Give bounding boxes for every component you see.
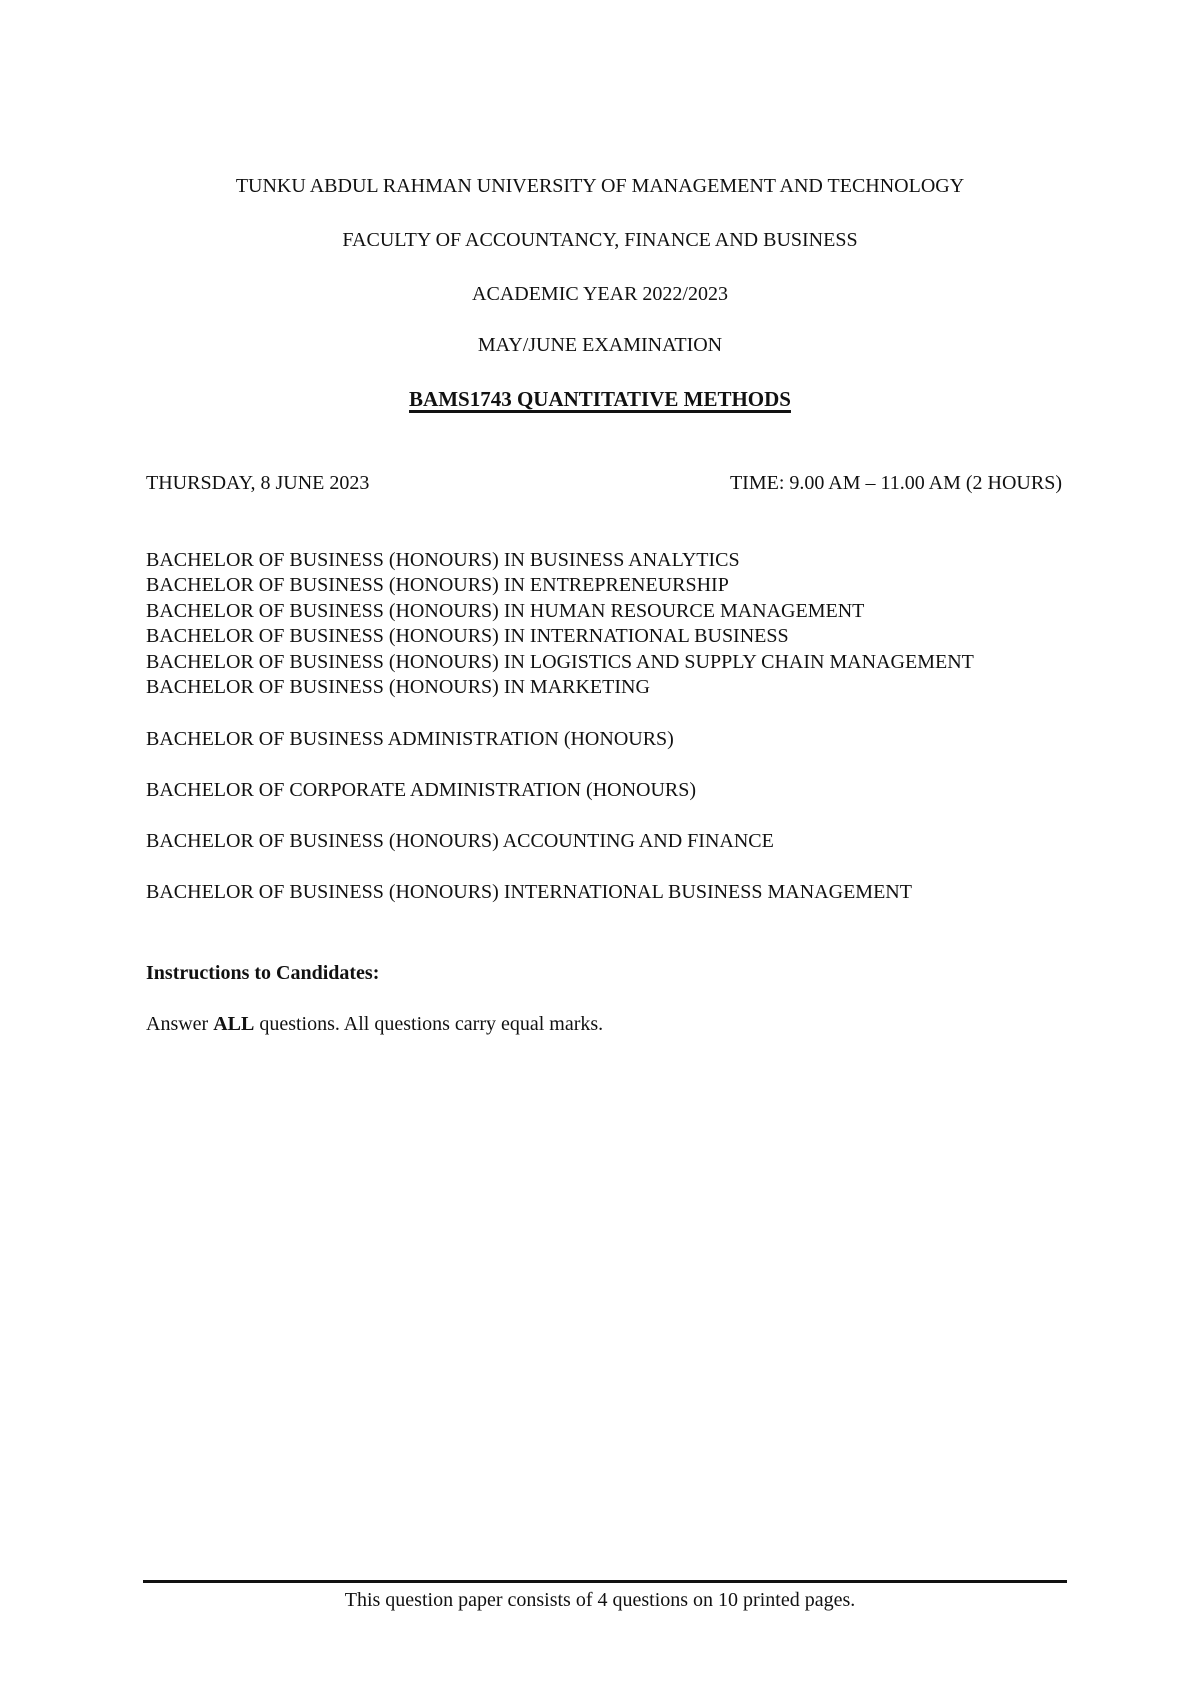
instructions-text [146, 1012, 603, 1036]
programme-item: BACHELOR OF BUSINESS (HONOURS) INTERNATIONAL BUSINESS MANAGEMENT [146, 881, 912, 903]
university-name: TUNKU ABDUL RAHMAN UNIVERSITY OF MANAGEMENT AND TECHNOLOGY [235, 175, 965, 197]
exam-time: TIME: 9.00 AM – 11.00 AM (2 HOURS) [729, 472, 1062, 494]
programme-item: BACHELOR OF BUSINESS (HONOURS) IN INTERNATIONAL BUSINESS [146, 625, 789, 647]
programme-item: BACHELOR OF BUSINESS (HONOURS) IN HUMAN RESOURCE MANAGEMENT [146, 600, 865, 622]
programme-item: BACHELOR OF BUSINESS (HONOURS) IN LOGISTICS AND SUPPLY CHAIN MANAGEMENT [146, 651, 974, 673]
course-title-wrapper [0, 387, 1200, 412]
programme-item: BACHELOR OF BUSINESS (HONOURS) IN MARKETING [146, 676, 650, 698]
programme-item: BACHELOR OF BUSINESS (HONOURS) IN ENTREPRENEURSHIP [146, 574, 729, 596]
course-title: BAMS1743 QUANTITATIVE METHODS [409, 387, 791, 411]
instructions-heading: Instructions to Candidates: [146, 962, 380, 984]
instructions-emphasis: ALL [213, 1013, 255, 1035]
programme-item: BACHELOR OF CORPORATE ADMINISTRATION (HONOURS) [146, 779, 697, 801]
examination-session: MAY/JUNE EXAMINATION [477, 334, 723, 356]
faculty-name: FACULTY OF ACCOUNTANCY, FINANCE AND BUSINESS [342, 229, 858, 251]
programme-item: BACHELOR OF BUSINESS (HONOURS) IN BUSINESS ANALYTICS [146, 549, 740, 571]
programme-item: BACHELOR OF BUSINESS ADMINISTRATION (HONOURS) [146, 728, 674, 750]
exam-date: THURSDAY, 8 JUNE 2023 [146, 472, 370, 494]
academic-year: ACADEMIC YEAR 2022/2023 [472, 283, 728, 305]
instructions-text-prefix: Answer [146, 1013, 214, 1035]
instructions-text-suffix: questions. All questions carry equal marks. [254, 1013, 604, 1035]
programme-item: BACHELOR OF BUSINESS (HONOURS) ACCOUNTING AND FINANCE [146, 830, 774, 852]
footer-page-info: This question paper consists of 4 questions on 10 printed pages. [344, 1589, 856, 1611]
footer-divider [143, 1580, 1067, 1583]
